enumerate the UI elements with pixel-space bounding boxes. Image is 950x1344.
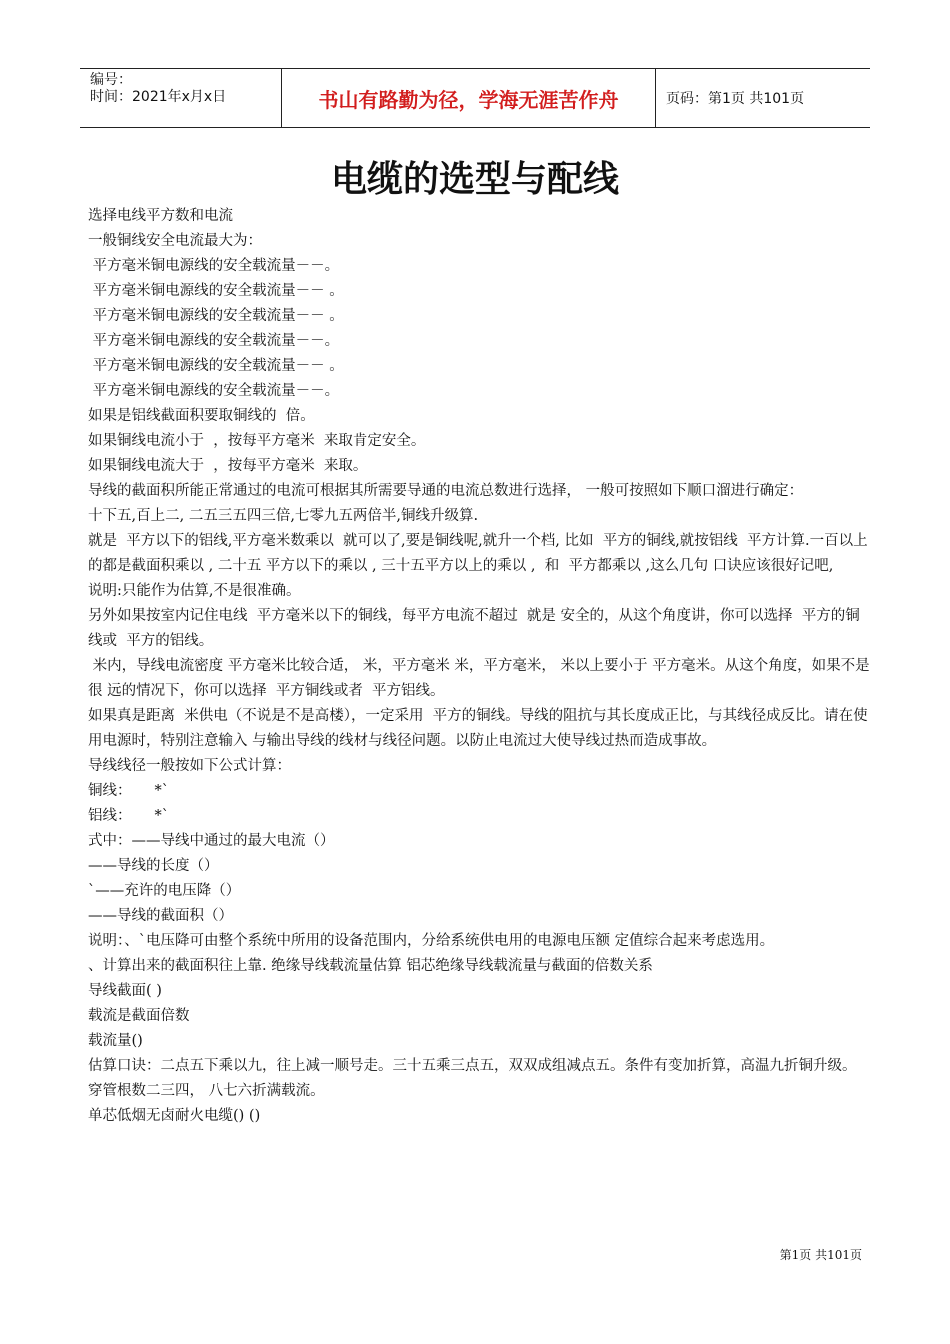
body-paragraph: 选择电线平方数和电流 xyxy=(88,208,233,224)
body-paragraph: 如果铜线电流小于 ，按每平方毫米 来取肯定安全。 xyxy=(88,433,426,449)
body-paragraph: 如果铜线电流大于 ，按每平方毫米 来取。 xyxy=(88,458,368,474)
body-paragraph: 导线截面( ) xyxy=(88,983,162,999)
page-footer: 第1页 共101页 xyxy=(779,1248,862,1262)
body-paragraph: 、计算出来的截面积往上靠. 绝缘导线载流量估算 铝芯绝缘导线载流量与截面的倍数关系 xyxy=(88,958,653,974)
body-paragraph: 说明:只能作为估算,不是很准确。 xyxy=(88,583,301,599)
body-paragraph: 估算口诀：二点五下乘以九，往上减一顺号走。三十五乘三点五，双双成组减点五。条件有变加折算，高温九折铜升级。 穿管根数二三四， 八七六折满载流。 xyxy=(88,1058,862,1099)
body-paragraph: 平方毫米铜电源线的安全载流量－－ 。 xyxy=(88,308,344,324)
body-paragraph: 平方毫米铜电源线的安全载流量－－。 xyxy=(88,383,340,399)
formula-legend: 式中：——导线中通过的最大电流（） xyxy=(88,833,335,849)
body-paragraph: 载流是截面倍数 xyxy=(88,1008,190,1024)
body-paragraph: 说明：、`电压降可由整个系统中所用的设备范围内，分给系统供电用的电源电压额 定值综合起来考虑选用。 xyxy=(88,933,775,949)
body-paragraph: 一般铜线安全电流最大为： xyxy=(88,233,262,249)
formula-legend: `——充许的电压降（） xyxy=(88,883,241,899)
formula-aluminum: 铝线： *` xyxy=(88,808,170,824)
body-paragraph: 单芯低烟无卤耐火电缆() () xyxy=(88,1108,261,1124)
body-paragraph: 另外如果按室内记住电线 平方毫米以下的铜线，每平方电流不超过 就是 安全的，从这个角度讲，你可以选择 平方的铜线或 平方的铝线。 xyxy=(88,608,860,649)
body-paragraph: 如果是铝线截面积要取铜线的 倍。 xyxy=(88,408,315,424)
body-paragraph: 平方毫米铜电源线的安全载流量－－。 xyxy=(88,258,340,274)
header-page-indicator: 页码：第1页 共101页 xyxy=(666,91,805,107)
header-meta xyxy=(80,69,282,127)
body-paragraph: 米内，导线电流密度 平方毫米比较合适， 米，平方毫米 米，平方毫米， 米以上要小于 平方毫米。从这个角度，如果不是很 远的情况下，你可以选择 平方铜线或者 平方铝线。 xyxy=(88,658,870,699)
header-motto: 书山有路勤为径，学海无涯苦作舟 xyxy=(282,69,656,127)
body-paragraph: 平方毫米铜电源线的安全载流量－－。 xyxy=(88,333,340,349)
body-paragraph: 十下五,百上二, 二五三五四三倍,七零九五两倍半,铜线升级算. xyxy=(88,508,479,524)
formula-legend: ——导线的长度（） xyxy=(88,858,219,874)
body-paragraph: 平方毫米铜电源线的安全载流量－－ 。 xyxy=(88,358,344,374)
body-paragraph: 就是 平方以下的铝线,平方毫米数乘以 就可以了,要是铜线呢,就升一个档, 比如 平方的铜线,就按铝线 平方计算.一百以上的都是截面积乘以 , 二十五 平方以下的乘以 , 三十五平方以上的乘以 , 和 平方都乘以 ,这么几句 口诀应该很好记吧, xyxy=(88,533,868,574)
body-paragraph: 如果真是距离 米供电（不说是不是高楼），一定采用 平方的铜线。导线的阻抗与其长度成正比，与其线径成反比。请在使用电源时，特别注意输入 与输出导线的线材与线径问题。以防止电流过大使导线过热而造成事故。 xyxy=(88,708,868,749)
body-paragraph: 导线线径一般按如下公式计算： xyxy=(88,758,291,774)
document-body xyxy=(88,204,870,1129)
formula-copper: 铜线： *` xyxy=(88,783,170,799)
document-number-label: 编号： xyxy=(90,72,132,88)
document-title: 电缆的选型与配线 xyxy=(330,159,619,200)
body-paragraph: 载流量() xyxy=(88,1033,143,1049)
body-paragraph: 平方毫米铜电源线的安全载流量－－ 。 xyxy=(88,283,344,299)
formula-legend: ——导线的截面积（） xyxy=(88,908,233,924)
body-paragraph: 导线的截面积所能正常通过的电流可根据其所需要导通的电流总数进行选择， 一般可按照如下顺口溜进行确定： xyxy=(88,483,804,499)
page-header xyxy=(80,68,870,128)
document-date-label: 时间：2021年x月x日 xyxy=(90,89,227,105)
